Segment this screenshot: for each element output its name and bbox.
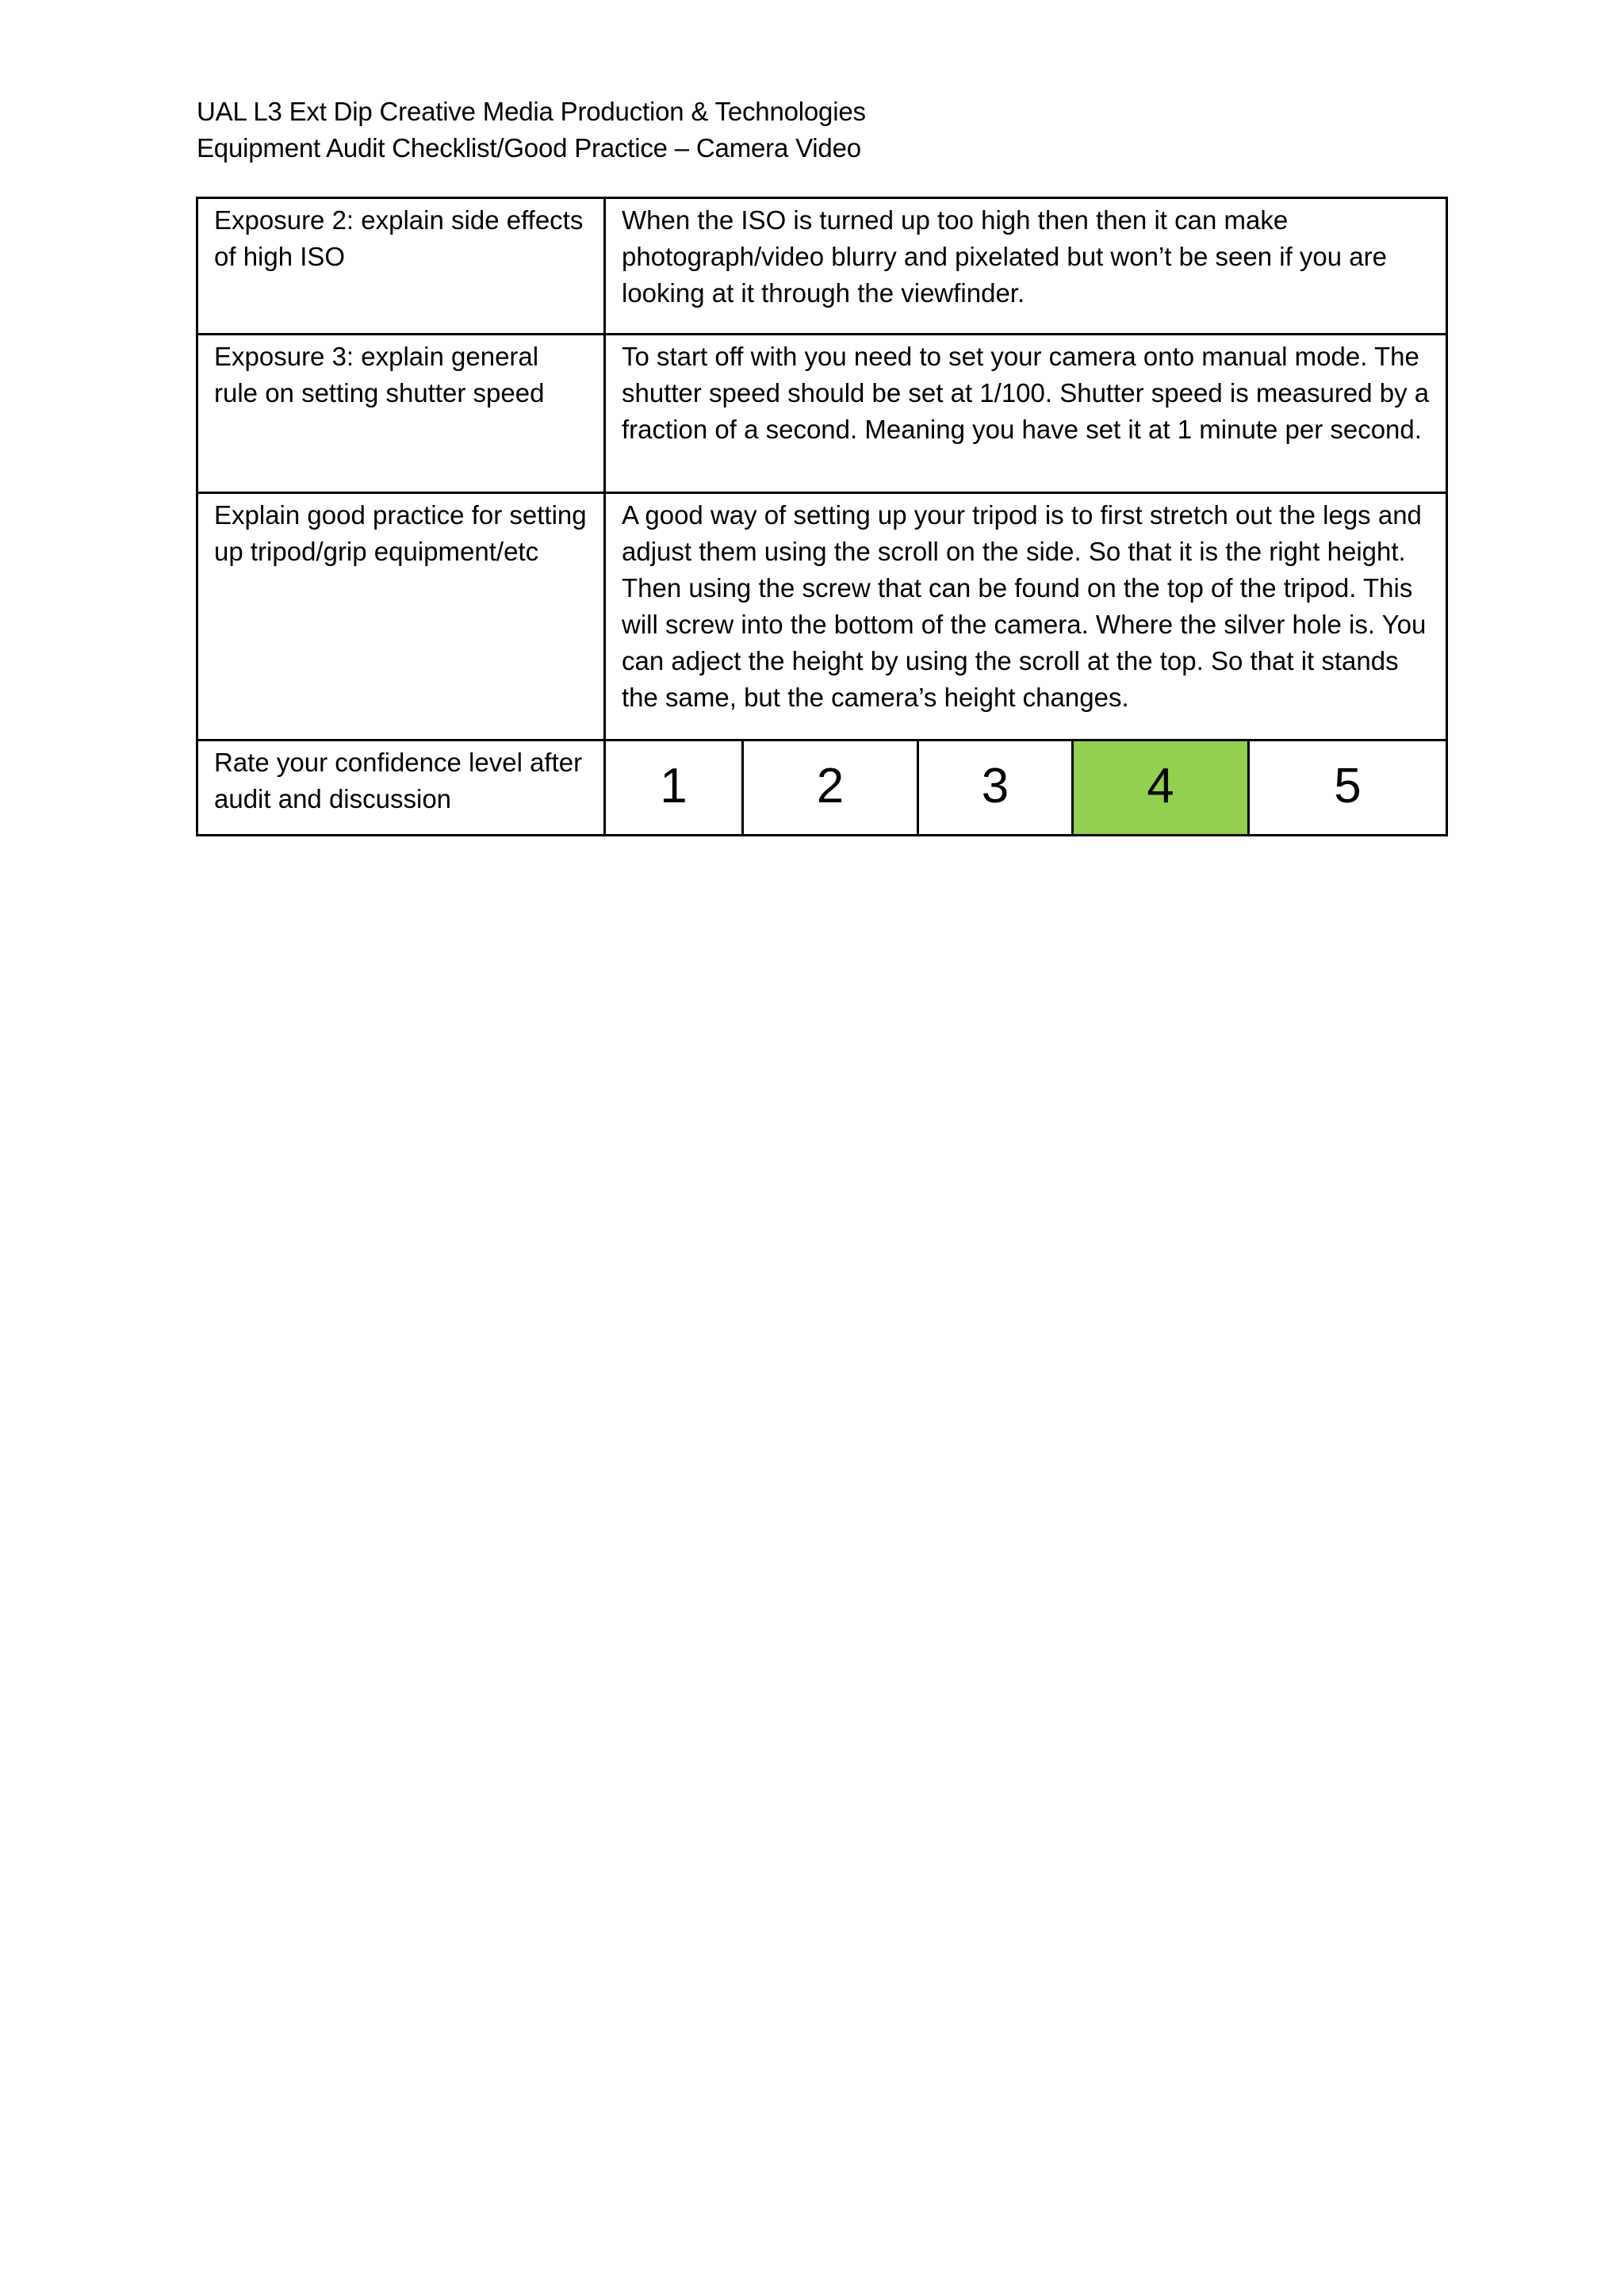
confidence-rating-scale <box>606 741 1446 834</box>
audit-table <box>196 197 1448 836</box>
question-cell: Exposure 3: explain general rule on setting shutter speed <box>197 335 605 493</box>
confidence-row <box>197 740 1447 836</box>
course-title: UAL L3 Ext Dip Creative Media Production & Technologies <box>197 97 866 126</box>
document-header <box>197 94 866 166</box>
answer-cell: When the ISO is turned up too high then then it can make photograph/video blurry and pixelated but won’t be seen if you are looking at it through the viewfinder. <box>605 198 1447 335</box>
table-row <box>197 493 1447 740</box>
rating-option-4[interactable]: 4 <box>1074 741 1250 834</box>
table-row <box>197 335 1447 493</box>
table-row <box>197 198 1447 335</box>
rating-option-3[interactable]: 3 <box>919 741 1074 834</box>
question-cell: Explain good practice for setting up tripod/grip equipment/etc <box>197 493 605 740</box>
answer-cell: To start off with you need to set your camera onto manual mode. The shutter speed should be set at 1/100. Shutter speed is measured by a fraction of a second. Meaning you have set it at 1 minute per second. <box>605 335 1447 493</box>
confidence-label: Rate your confidence level after audit and discussion <box>197 740 605 836</box>
rating-option-2[interactable]: 2 <box>744 741 919 834</box>
checklist-title: Equipment Audit Checklist/Good Practice – Camera Video <box>197 133 861 163</box>
rating-option-1[interactable]: 1 <box>606 741 744 834</box>
answer-cell: A good way of setting up your tripod is to first stretch out the legs and adjust them using the scroll on the side. So that it is the right height. Then using the screw that can be found on the top of the tripod. This will screw into the bottom of the camera. Where the silver hole is. You can adject the height by using the scroll at the top. So that it stands the same, but the camera’s height changes. <box>605 493 1447 740</box>
question-cell: Exposure 2: explain side effects of high ISO <box>197 198 605 335</box>
rating-cell <box>605 740 1447 836</box>
rating-option-5[interactable]: 5 <box>1334 758 1362 813</box>
